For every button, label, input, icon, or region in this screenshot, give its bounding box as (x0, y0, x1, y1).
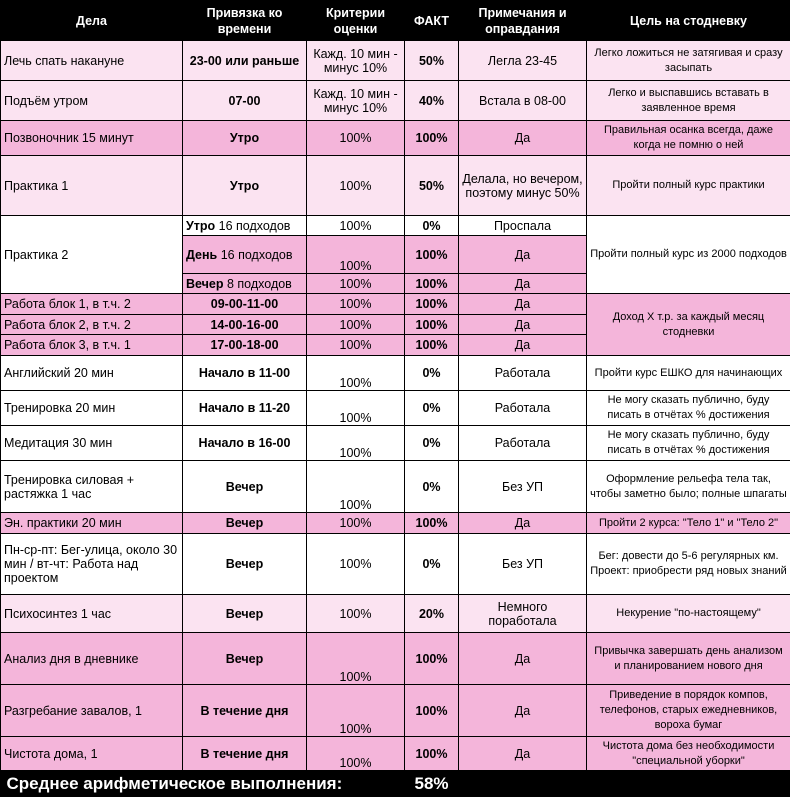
goal-cell: Легко ложиться не затягивая и сразу засыпать (587, 41, 790, 81)
task-cell: Работа блок 1, в т.ч. 2 (1, 294, 183, 315)
fact-cell: 50% (405, 156, 459, 216)
note-cell: Да (459, 294, 587, 315)
task-cell: Анализ дня в дневнике (1, 633, 183, 685)
goal-cell: Легко и выспавшись вставать в заявленное время (587, 81, 790, 121)
task-cell: Английский 20 мин (1, 356, 183, 391)
table-row (1, 81, 790, 121)
table-row (1, 216, 790, 236)
criteria-cell: 100% (307, 274, 405, 294)
time-cell: Вечер 8 подходов (183, 274, 307, 294)
goal-cell: Правильная осанка всегда, даже когда не помню о ней (587, 121, 790, 156)
task-cell: Подъём утром (1, 81, 183, 121)
fact-cell: 0% (405, 216, 459, 236)
note-cell: Делала, но вечером, поэтому минус 50% (459, 156, 587, 216)
criteria-cell: 100% (307, 426, 405, 461)
table-row (1, 391, 790, 426)
note-cell: Да (459, 274, 587, 294)
time-cell: Начало в 11-20 (183, 391, 307, 426)
note-cell: Проспала (459, 216, 587, 236)
criteria-cell: 100% (307, 633, 405, 685)
task-cell: Пн-ср-пт: Бег-улица, около 30 мин / вт-чт: Работа над проектом (1, 534, 183, 595)
table-row (1, 156, 790, 216)
criteria-cell: Кажд. 10 мин - минус 10% (307, 41, 405, 81)
goal-cell: Не могу сказать публично, буду писать в отчётах % достижения (587, 426, 790, 461)
fact-cell: 0% (405, 534, 459, 595)
criteria-cell: 100% (307, 391, 405, 426)
note-cell: Без УП (459, 461, 587, 513)
criteria-cell: 100% (307, 513, 405, 534)
goal-cell: Пройти 2 курса: "Тело 1" и "Тело 2" (587, 513, 790, 534)
time-cell: Вечер (183, 595, 307, 633)
note-cell: Да (459, 121, 587, 156)
time-cell: Начало в 16-00 (183, 426, 307, 461)
fact-cell: 100% (405, 294, 459, 315)
criteria-cell: 100% (307, 121, 405, 156)
note-cell: Да (459, 633, 587, 685)
fact-cell: 100% (405, 737, 459, 771)
time-cell: Начало в 11-00 (183, 356, 307, 391)
time-cell: Утро (183, 121, 307, 156)
criteria-cell: 100% (307, 294, 405, 315)
goal-cell: Чистота дома без необходимости "специальной уборки" (587, 737, 790, 771)
note-cell: Легла 23-45 (459, 41, 587, 81)
goal-cell: Не могу сказать публично, буду писать в отчётах % достижения (587, 391, 790, 426)
goal-cell: Бег: довести до 5-6 регулярных км. Проект: приобрести ряд новых знаний (587, 534, 790, 595)
fact-cell: 100% (405, 633, 459, 685)
task-cell: Позвоночник 15 минут (1, 121, 183, 156)
goal-cell: Доход X т.р. за каждый месяц стодневки (587, 294, 790, 356)
note-cell: Да (459, 513, 587, 534)
table-row (1, 356, 790, 391)
footer-blank (459, 771, 790, 797)
fact-cell: 0% (405, 391, 459, 426)
time-cell: Утро (183, 156, 307, 216)
time-cell: 09-00-11-00 (183, 294, 307, 315)
criteria-cell: 100% (307, 335, 405, 356)
goal-cell: Пройти курс ЕШКО для начинающих (587, 356, 790, 391)
table-row (1, 534, 790, 595)
table-row (1, 513, 790, 534)
average-label: Среднее арифметическое выполнения: (1, 771, 405, 797)
table-row (1, 595, 790, 633)
time-cell: 17-00-18-00 (183, 335, 307, 356)
footer-row (1, 771, 790, 797)
note-cell: Работала (459, 426, 587, 461)
header-criteria: Критерии оценки (307, 1, 405, 41)
time-cell: День 16 подходов (183, 236, 307, 274)
note-cell: Да (459, 685, 587, 737)
time-cell: Вечер (183, 534, 307, 595)
average-value: 58% (405, 771, 459, 797)
table-row (1, 121, 790, 156)
header-row (1, 1, 790, 41)
fact-cell: 0% (405, 426, 459, 461)
note-cell: Работала (459, 391, 587, 426)
table-row (1, 633, 790, 685)
table-row (1, 41, 790, 81)
task-cell: Практика 2 (1, 216, 183, 294)
criteria-cell: 100% (307, 461, 405, 513)
note-cell: Без УП (459, 534, 587, 595)
fact-cell: 100% (405, 513, 459, 534)
fact-cell: 40% (405, 81, 459, 121)
criteria-cell: 100% (307, 315, 405, 335)
table-row (1, 461, 790, 513)
time-cell: Вечер (183, 461, 307, 513)
task-cell: Эн. практики 20 мин (1, 513, 183, 534)
task-cell: Работа блок 3, в т.ч. 1 (1, 335, 183, 356)
fact-cell: 100% (405, 236, 459, 274)
task-cell: Тренировка 20 мин (1, 391, 183, 426)
note-cell: Да (459, 236, 587, 274)
note-cell: Да (459, 335, 587, 356)
fact-cell: 0% (405, 461, 459, 513)
goal-cell: Привычка завершать день анализом и планированием нового дня (587, 633, 790, 685)
criteria-cell: 100% (307, 534, 405, 595)
criteria-cell: 100% (307, 236, 405, 274)
time-cell: В течение дня (183, 685, 307, 737)
task-cell: Лечь спать накануне (1, 41, 183, 81)
note-cell: Встала в 08-00 (459, 81, 587, 121)
table-row (1, 685, 790, 737)
time-cell: 07-00 (183, 81, 307, 121)
criteria-cell: 100% (307, 356, 405, 391)
fact-cell: 100% (405, 315, 459, 335)
fact-cell: 0% (405, 356, 459, 391)
note-cell: Немного поработала (459, 595, 587, 633)
task-cell: Чистота дома, 1 (1, 737, 183, 771)
time-cell: 14-00-16-00 (183, 315, 307, 335)
time-cell: Утро 16 подходов (183, 216, 307, 236)
note-cell: Работала (459, 356, 587, 391)
note-cell: Да (459, 737, 587, 771)
task-cell: Практика 1 (1, 156, 183, 216)
time-cell: Вечер (183, 513, 307, 534)
note-cell: Да (459, 315, 587, 335)
header-time-binding: Привязка ко времени (183, 1, 307, 41)
criteria-cell: 100% (307, 156, 405, 216)
header-tasks: Дела (1, 1, 183, 41)
goal-cell: Пройти полный курс практики (587, 156, 790, 216)
table-row (1, 426, 790, 461)
task-cell: Разгребание завалов, 1 (1, 685, 183, 737)
criteria-cell: 100% (307, 737, 405, 771)
fact-cell: 100% (405, 121, 459, 156)
goal-cell: Приведение в порядок компов, телефонов, старых ежедневников, вороха бумаг (587, 685, 790, 737)
criteria-cell: 100% (307, 216, 405, 236)
task-cell: Тренировка силовая + растяжка 1 час (1, 461, 183, 513)
task-cell: Работа блок 2, в т.ч. 2 (1, 315, 183, 335)
criteria-cell: 100% (307, 685, 405, 737)
time-cell: В течение дня (183, 737, 307, 771)
task-cell: Медитация 30 мин (1, 426, 183, 461)
fact-cell: 100% (405, 335, 459, 356)
time-cell: Вечер (183, 633, 307, 685)
criteria-cell: Кажд. 10 мин - минус 10% (307, 81, 405, 121)
table-row (1, 737, 790, 771)
fact-cell: 20% (405, 595, 459, 633)
criteria-cell: 100% (307, 595, 405, 633)
header-fact: ФАКТ (405, 1, 459, 41)
fact-cell: 100% (405, 274, 459, 294)
task-cell: Психосинтез 1 час (1, 595, 183, 633)
fact-cell: 100% (405, 685, 459, 737)
fact-cell: 50% (405, 41, 459, 81)
header-notes: Примечания и оправдания (459, 1, 587, 41)
goal-cell: Пройти полный курс из 2000 подходов (587, 216, 790, 294)
table-row (1, 294, 790, 315)
goal-cell: Оформление рельефа тела так, чтобы заметно было; полные шпагаты (587, 461, 790, 513)
header-goal: Цель на стодневку (587, 1, 790, 41)
goal-cell: Некурение "по-настоящему" (587, 595, 790, 633)
time-cell: 23-00 или раньше (183, 41, 307, 81)
